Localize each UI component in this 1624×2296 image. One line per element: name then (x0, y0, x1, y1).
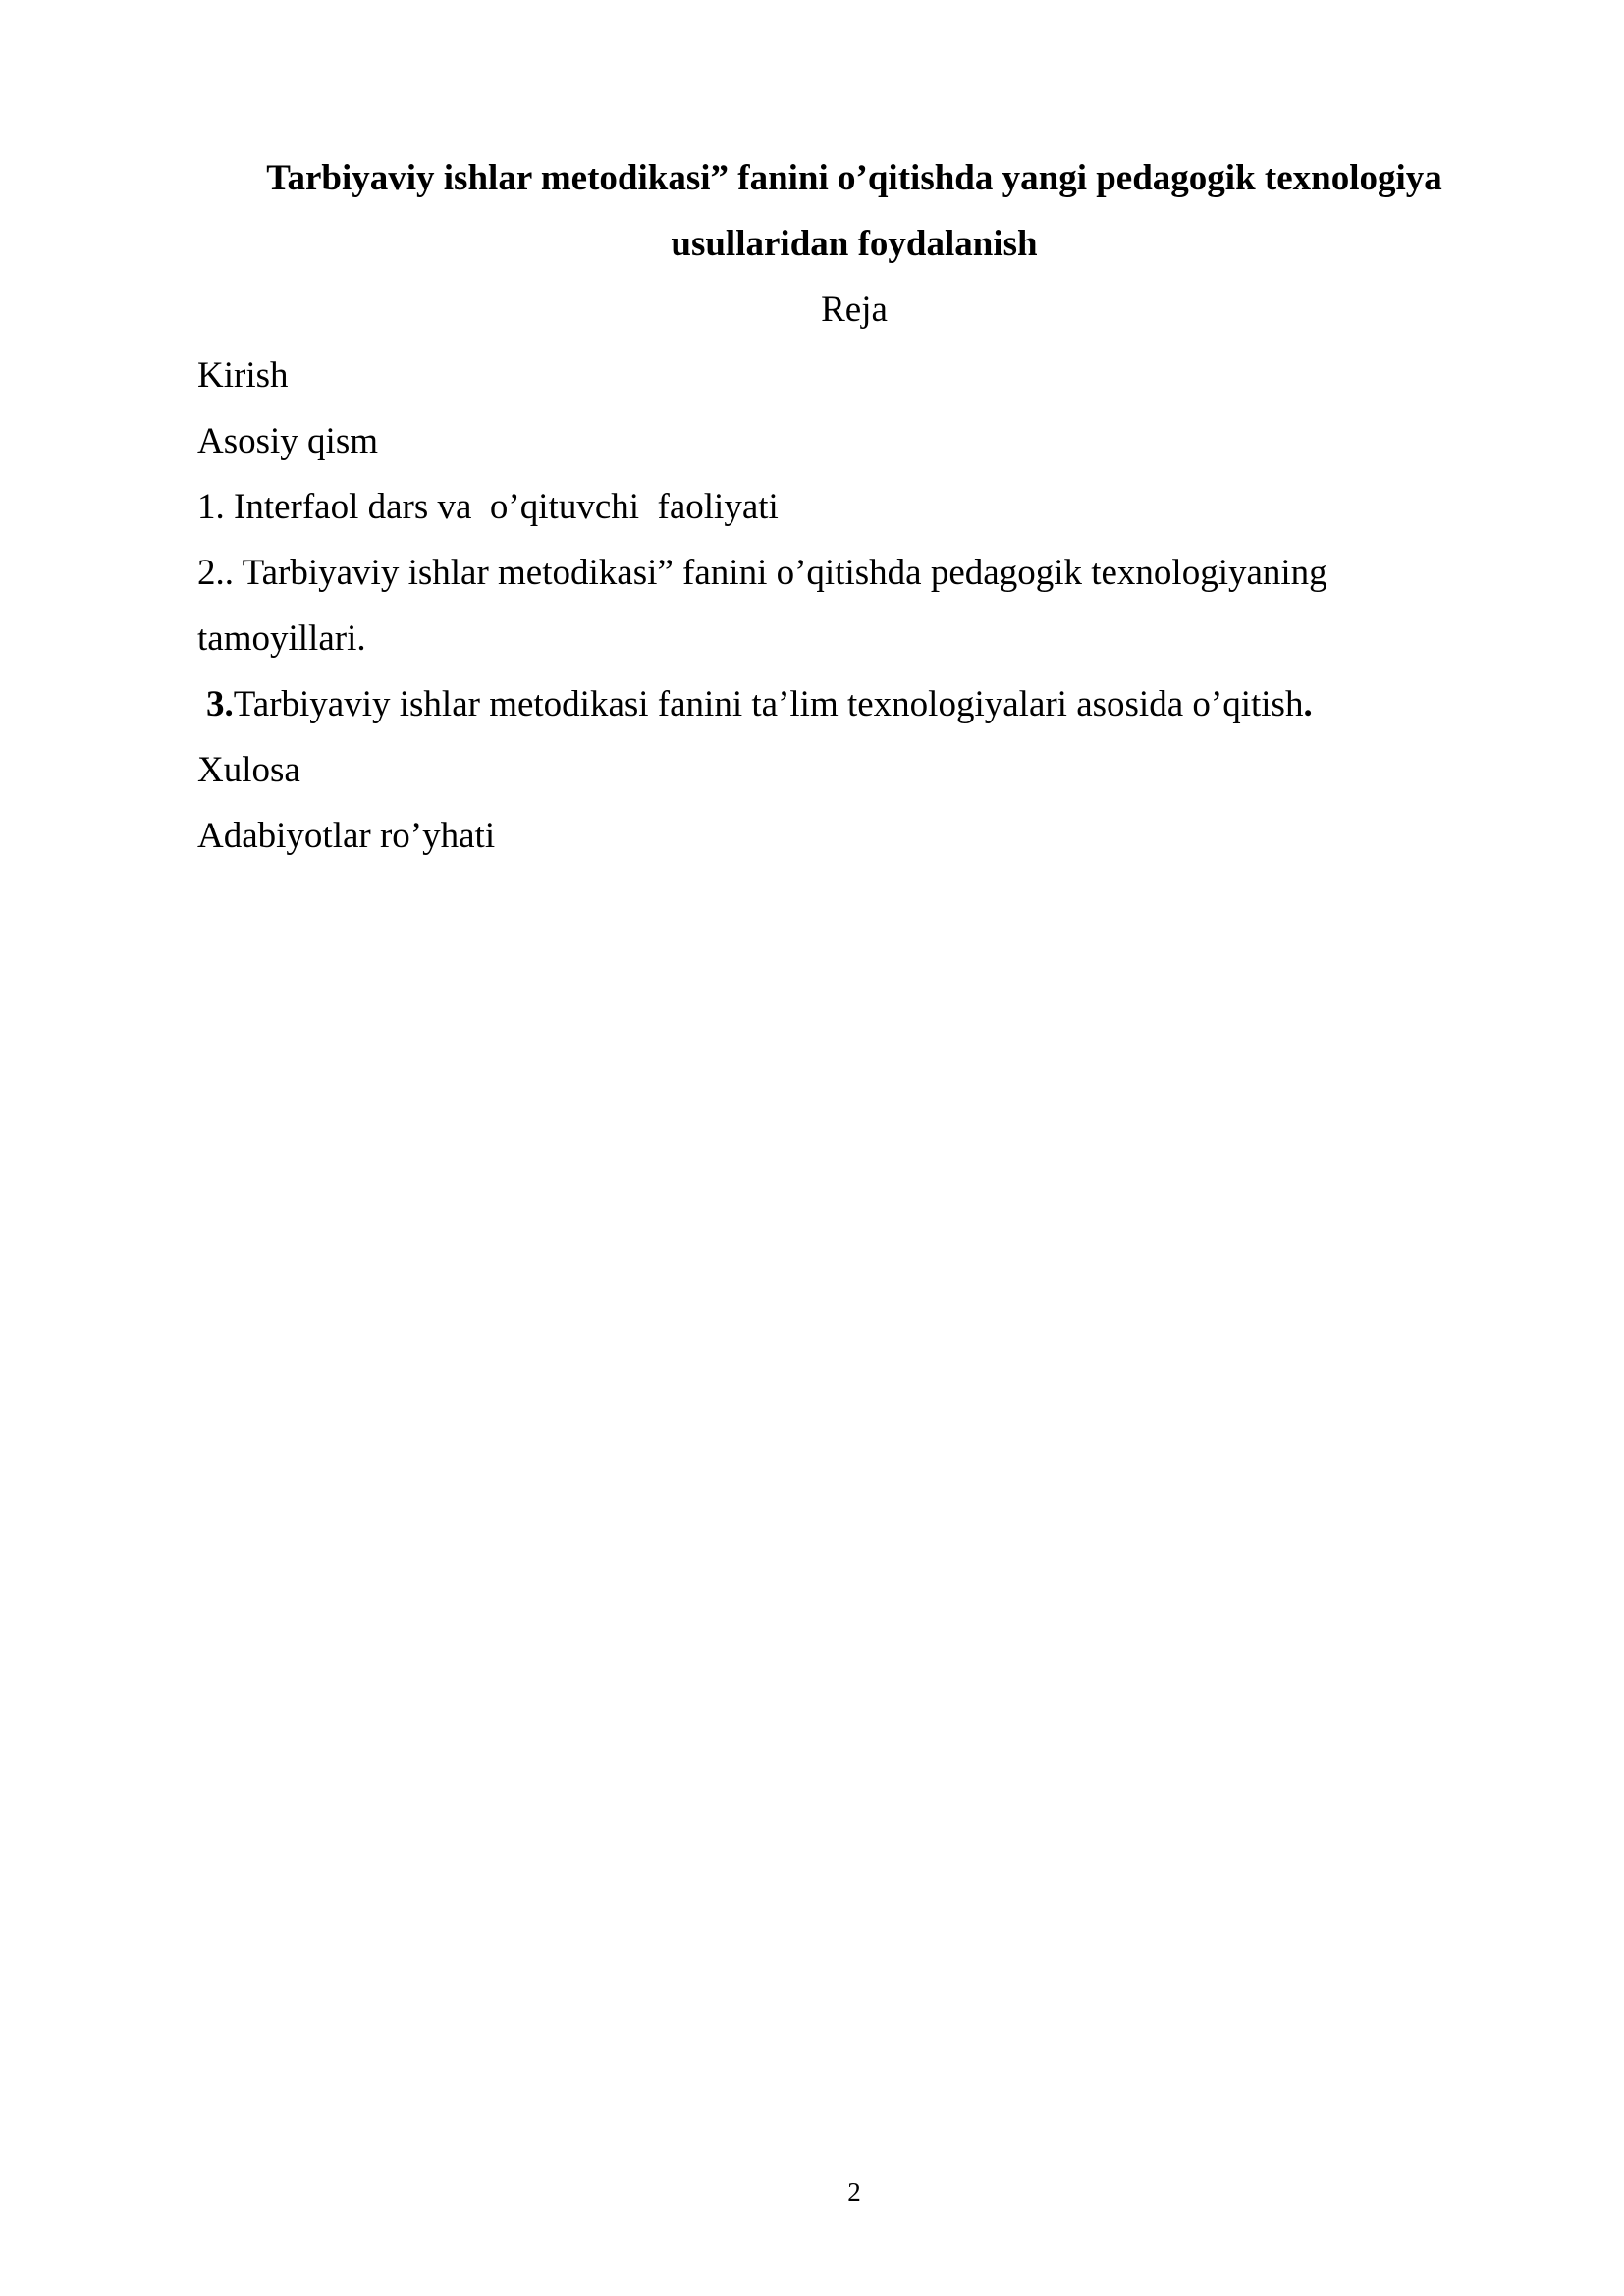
plan-item-references: Adabiyotlar ro’yhati (197, 816, 496, 856)
plan-item-3-text: Tarbiyaviy ishlar metodikasi fanini ta’lim texnologiyalari asosida o’qitish (233, 684, 1304, 724)
plan-item-1: 1. Interfaol dars va o’qituvchi faoliyati (197, 487, 779, 527)
plan-item-3 (206, 671, 1313, 737)
plan-item-main-part: Asosiy qism (197, 421, 379, 461)
plan-item-conclusion: Xulosa (197, 750, 300, 790)
plan-item-intro: Kirish (197, 355, 289, 396)
plan-heading: Reja (821, 290, 888, 330)
plan-item-2-line-2: tamoyillari. (197, 618, 366, 659)
page-number: 2 (847, 2177, 861, 2207)
document-title-line-2: usullaridan foydalanish (671, 224, 1038, 264)
plan-item-3-number: 3. (206, 684, 234, 724)
plan-item-2-line-1: 2.. Tarbiyaviy ishlar metodikasi” fanini o’qitishda pedagogik texnologiyaning (197, 553, 1327, 593)
plan-item-3-end: . (1303, 684, 1313, 724)
document-title-line-1: Tarbiyaviy ishlar metodikasi” fanini o’qitishda yangi pedagogik texnologiya (266, 158, 1442, 198)
